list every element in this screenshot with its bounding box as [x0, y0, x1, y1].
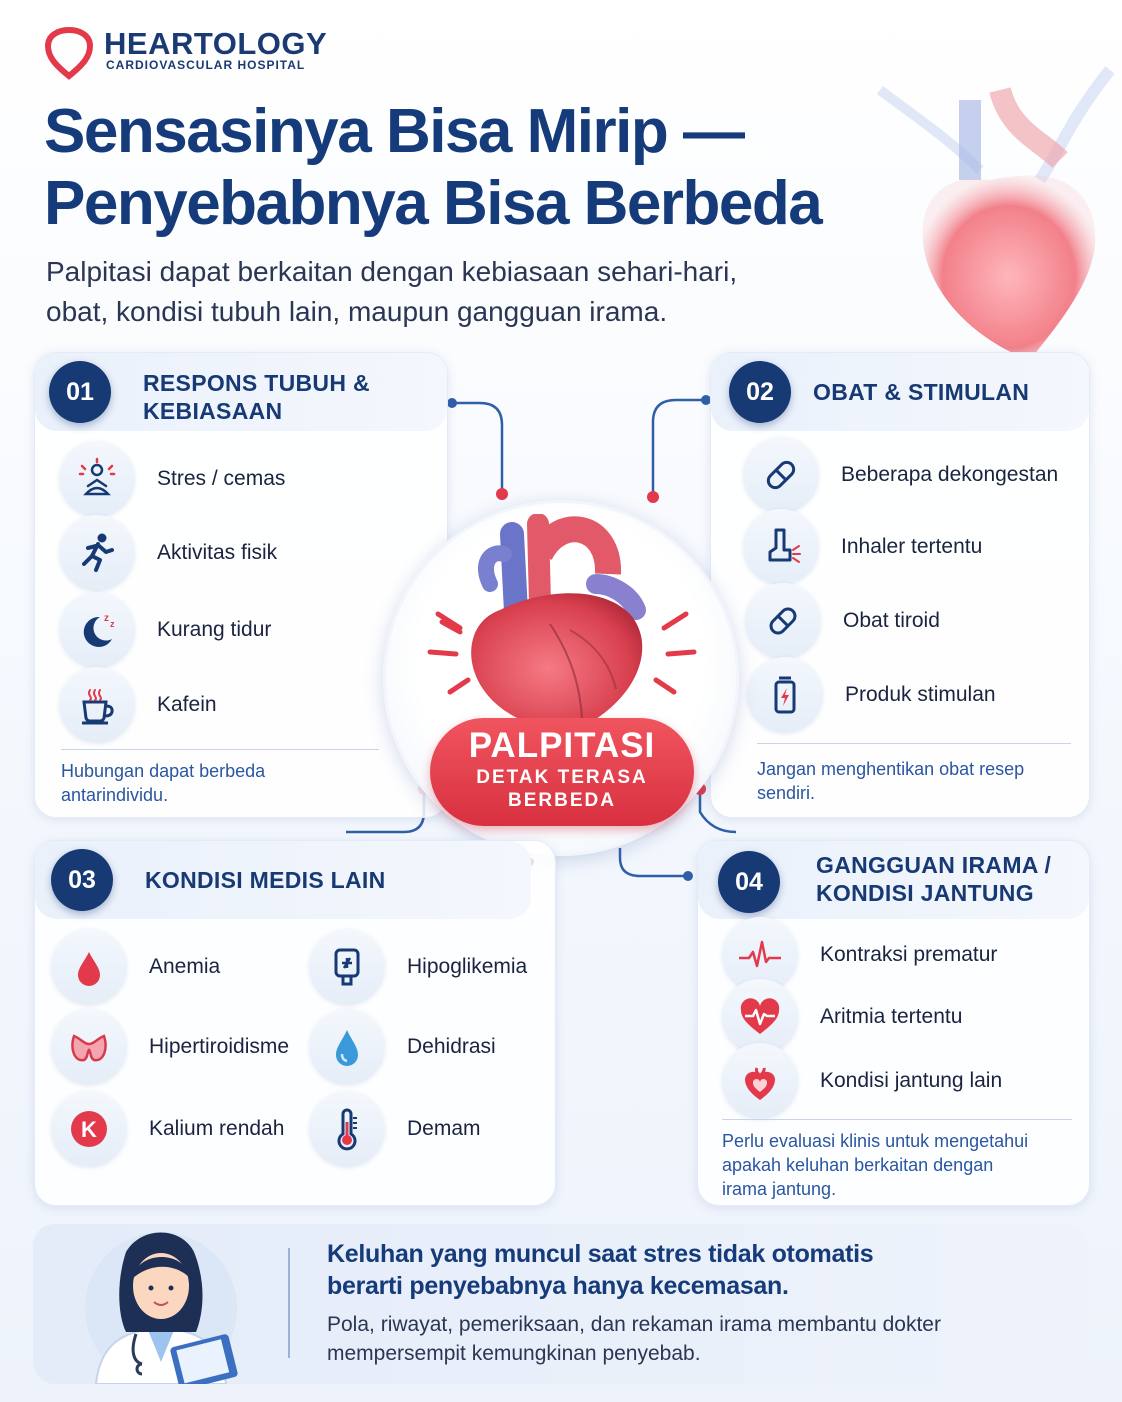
card-note: [757, 757, 1024, 805]
subtitle-line-1: Palpitasi dapat berkaitan dengan kebiasaan sehari-hari,: [46, 256, 738, 287]
energy-drink-icon: [747, 657, 823, 733]
heart-icon: [722, 1043, 798, 1119]
coffee-cup-icon: [59, 667, 135, 743]
glucose-meter-icon: [309, 929, 385, 1005]
bottom-body-text: [327, 1310, 1067, 1368]
item-label: Kontraksi prematur: [820, 943, 998, 966]
thyroid-icon: [51, 1009, 127, 1085]
divider: [757, 743, 1071, 744]
bottom-headline: [327, 1238, 1067, 1302]
divider: [61, 749, 379, 750]
item-label: Hipertiroidisme: [149, 1035, 290, 1058]
card-title-line-1: GANGGUAN IRAMA /: [816, 852, 1052, 878]
title-line-2: Penyebabnya Bisa Berbeda: [44, 169, 822, 238]
note-line: Perlu evaluasi klinis untuk mengetahui: [722, 1131, 1029, 1151]
bottom-headline-line: Keluhan yang muncul saat stres tidak otomatis: [327, 1240, 874, 1268]
card-title-line-1: KONDISI MEDIS LAIN: [145, 867, 386, 893]
subtitle-line-2: obat, kondisi tubuh lain, maupun gangguan irama.: [46, 296, 668, 327]
card-number-badge: 03: [51, 849, 113, 911]
note-line: irama jantung.: [722, 1179, 837, 1199]
svg-text:z: z: [110, 619, 115, 629]
list-item: [59, 515, 277, 591]
card-title-line-1: OBAT & STIMULAN: [813, 379, 1030, 405]
list-item: [59, 441, 285, 517]
bottom-text-line: mempersempit kemungkinan penyebab.: [327, 1342, 701, 1365]
page-title: [44, 96, 944, 240]
card-body-habits: [34, 352, 448, 818]
item-label: Kalium rendah: [149, 1117, 285, 1140]
svg-text:K: K: [81, 1117, 97, 1142]
brand-name: HEARTOLOGY: [104, 26, 328, 61]
list-item: [743, 437, 1058, 513]
moon-sleep-icon: [59, 592, 135, 668]
list-item: [51, 1091, 284, 1167]
capsule-icon: [743, 437, 819, 513]
item-label: Inhaler tertentu: [841, 535, 983, 558]
bottom-text-line: Pola, riwayat, pemeriksaan, dan rekaman irama membantu dokter: [327, 1313, 941, 1336]
card-note: [61, 759, 265, 807]
note-line: Jangan menghentikan obat resep: [757, 759, 1025, 779]
card-title-line-1: RESPONS TUBUH &: [143, 370, 370, 396]
list-item: [59, 592, 271, 668]
potassium-icon: [51, 1091, 127, 1167]
card-body-rhythm: [697, 840, 1090, 1206]
item-label: Kurang tidur: [157, 618, 272, 641]
card-number-badge: 01: [49, 361, 111, 423]
palpitation-label-pill: [430, 718, 694, 826]
card-note: [722, 1129, 1028, 1201]
title-line-1: Sensasinya Bisa Mirip —: [44, 97, 744, 166]
list-item: [59, 667, 217, 743]
list-item: [743, 509, 982, 585]
card-number-badge: 04: [718, 851, 780, 913]
running-icon: [59, 515, 135, 591]
item-label: Demam: [407, 1117, 481, 1140]
item-label: Obat tiroid: [843, 609, 940, 632]
inhaler-icon: [743, 509, 819, 585]
bottom-separator: [288, 1248, 290, 1358]
list-item: [747, 657, 996, 733]
card-title: [143, 369, 370, 425]
item-label: Anemia: [149, 955, 221, 978]
item-label: Beberapa dekongestan: [841, 463, 1059, 486]
note-line: antarindividu.: [61, 785, 169, 805]
card-number-badge: 02: [729, 361, 791, 423]
note-line: Hubungan dapat berbeda: [61, 761, 266, 781]
note-line: sendiri.: [757, 783, 816, 803]
item-label: Kafein: [157, 693, 217, 716]
water-drop-icon: [309, 1009, 385, 1085]
heart-logo-icon: [44, 26, 94, 80]
item-label: Dehidrasi: [407, 1035, 496, 1058]
palpitation-sub-2: BERBEDA: [508, 790, 616, 811]
list-item: [309, 1009, 496, 1085]
svg-text:z: z: [104, 613, 109, 624]
palpitation-sub-1: DETAK TERASA: [476, 767, 648, 788]
card-title-line-2: KONDISI JANTUNG: [816, 880, 1034, 906]
meditation-icon: [59, 441, 135, 517]
thermometer-icon: [309, 1091, 385, 1167]
card-title: [145, 866, 386, 894]
item-label: Kondisi jantung lain: [820, 1069, 1003, 1092]
palpitation-title: PALPITASI: [468, 726, 656, 765]
list-item: [309, 929, 527, 1005]
doctor-illustration: [56, 1212, 266, 1384]
item-label: Produk stimulan: [845, 683, 996, 706]
list-item: [745, 583, 940, 659]
card-title: [813, 378, 1029, 406]
divider: [722, 1119, 1072, 1120]
card-title: [816, 851, 1051, 907]
page-subtitle: [46, 252, 866, 332]
item-label: Hipoglikemia: [407, 955, 528, 978]
pill-icon: [745, 583, 821, 659]
list-item: [51, 929, 220, 1005]
item-label: Aktivitas fisik: [157, 541, 278, 564]
brand-logo: [44, 24, 334, 80]
card-title-line-2: KEBIASAAN: [143, 398, 283, 424]
card-body-medications: [710, 352, 1090, 818]
card-body-medical: [34, 840, 556, 1206]
list-item: [51, 1009, 289, 1085]
list-item: [309, 1091, 481, 1167]
heart-illustration-icon: [420, 514, 704, 744]
item-label: Aritmia tertentu: [820, 1005, 963, 1028]
note-line: apakah keluhan berkaitan dengan: [722, 1155, 994, 1175]
item-label: Stres / cemas: [157, 467, 286, 490]
bottom-headline-line: berarti penyebabnya hanya kecemasan.: [327, 1272, 789, 1300]
list-item: [722, 1043, 1002, 1119]
blood-drop-icon: [51, 929, 127, 1005]
brand-subtitle: CARDIOVASCULAR HOSPITAL: [106, 58, 306, 72]
